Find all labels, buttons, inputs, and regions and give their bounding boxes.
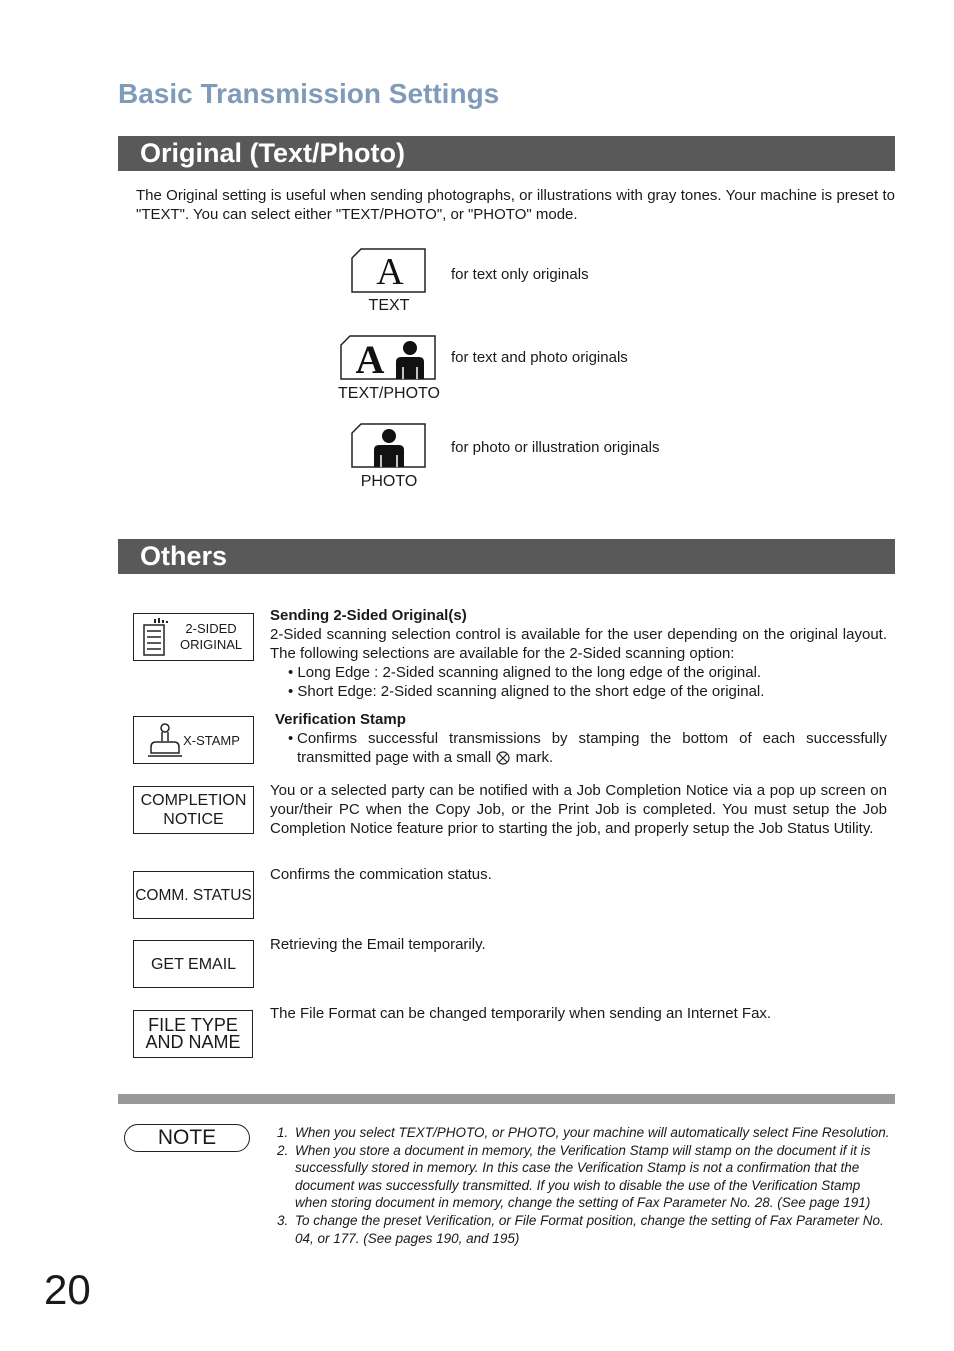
note-text: To change the preset Verification, or File Format position, change the setting of Fax Parameter No. 04, or 177. (See pages 190, and 195)	[295, 1212, 884, 1246]
key-label: AND NAME	[145, 1032, 241, 1052]
note-divider	[118, 1094, 895, 1104]
get-email-key[interactable]	[133, 940, 254, 988]
intro-paragraph: The Original setting is useful when sending photographs, or illustrations with gray tones. Your machine is preset to "TEXT". You can select either "TEXT/PHOTO", or "PHOTO" mode.	[136, 187, 895, 223]
verification-title: Verification Stamp	[275, 711, 406, 728]
note-number: 1.	[277, 1125, 289, 1140]
completion-notice-key[interactable]	[133, 786, 254, 834]
file-type-description: The File Format can be changed temporarily when sending an Internet Fax.	[270, 1005, 772, 1022]
section-bar-original: Original (Text/Photo)	[118, 136, 895, 171]
note-item	[277, 1124, 895, 1142]
key-label: COMM. STATUS	[135, 886, 252, 904]
page-number: 20	[44, 1266, 91, 1313]
two-sided-title: Sending 2-Sided Original(s)	[270, 607, 467, 624]
bullet-long-edge: Long Edge : 2-Sided scanning aligned to the long edge of the original.	[297, 664, 762, 681]
mode-desc-text-photo: for text and photo originals	[451, 349, 628, 366]
photo-original-icon	[351, 423, 427, 469]
note-text: When you select TEXT/PHOTO, or PHOTO, your machine will automatically select Fine Resolution.	[295, 1125, 890, 1140]
key-label: COMPLETION	[140, 792, 247, 809]
key-label: NOTICE	[163, 811, 224, 828]
mode-label-photo: PHOTO	[360, 473, 418, 490]
svg-text:A: A	[376, 251, 404, 293]
stamp-icon	[147, 723, 183, 757]
comm-status-description: Confirms the commication status.	[270, 866, 492, 883]
text-original-icon	[351, 248, 427, 294]
text-photo-original-icon	[340, 335, 437, 381]
note-text: When you store a document in memory, the Verification Stamp will stamp on the document if it is successfully stored in memory. In this case the Verification Stamp is not a confirmation that the document was successfully transmitted. If you wish to disable the use of the Verification Stamp when storing document in memory, change the setting of Fax Parameter No. 28. (See page 191)	[295, 1142, 871, 1211]
key-label: X-STAMP	[183, 732, 240, 748]
mode-desc-photo: for photo or illustration originals	[451, 439, 660, 456]
mode-label-text-photo: TEXT/PHOTO	[338, 385, 440, 402]
key-label: 2-SIDED	[185, 621, 237, 636]
verification-mark-icon	[495, 751, 511, 765]
page-heading: Basic Transmission Settings	[118, 78, 500, 109]
bullet-short-edge: Short Edge: 2-Sided scanning aligned to the short edge of the original.	[297, 683, 765, 700]
completion-description: You or a selected party can be notified with a Job Completion Notice via a pop up screen on your/their PC when the Copy Job, or the Print Job is completed. You must setup the Job Completion Notice feature prior to starting the job, and properly setup the Job Status Utility.	[270, 782, 887, 837]
two-sided-original-key[interactable]	[133, 613, 254, 661]
key-label: ORIGINAL	[180, 637, 243, 652]
svg-text:A: A	[355, 337, 385, 381]
two-sided-description: Sending 2-Sided Original(s) 2-Sided scanning selection control is available for the user depending on the original layout. The following selections are available for the 2-Sided scanning option: • Long Edge : 2-Sided scanning aligned to the long edge of the original. • Short Edge: 2-Sided scanning aligned to the short edge of the original.	[270, 607, 887, 700]
get-email-description: Retrieving the Email temporarily.	[270, 936, 486, 953]
section-bar-others: Others	[118, 539, 895, 574]
note-label: NOTE	[124, 1124, 250, 1152]
note-number: 3.	[277, 1212, 289, 1228]
key-label: FILE TYPE	[148, 1015, 238, 1035]
comm-status-key[interactable]	[133, 871, 254, 919]
x-stamp-key[interactable]	[133, 716, 254, 764]
two-sided-body: 2-Sided scanning selection control is available for the user depending on the original layout. The following selections are available for the 2-Sided scanning option:	[270, 626, 887, 662]
key-label: GET EMAIL	[150, 955, 237, 973]
mode-desc-text: for text only originals	[451, 266, 589, 283]
verification-body-end: mark.	[515, 749, 554, 766]
notes-list	[277, 1124, 895, 1247]
note-number: 2.	[277, 1142, 289, 1158]
note-item	[277, 1142, 895, 1212]
two-sided-icon	[140, 617, 174, 657]
file-type-key[interactable]	[133, 1010, 253, 1058]
verification-description: Verification Stamp • Confirms successful transmissions by stamping the bottom of each successfully transmitted page with a small mark.	[275, 711, 887, 766]
note-item	[277, 1212, 895, 1247]
verification-body: Confirms successful transmissions by stamping the bottom of each successfully transmitted page with a small	[297, 730, 887, 766]
mode-label-text: TEXT	[368, 297, 410, 314]
